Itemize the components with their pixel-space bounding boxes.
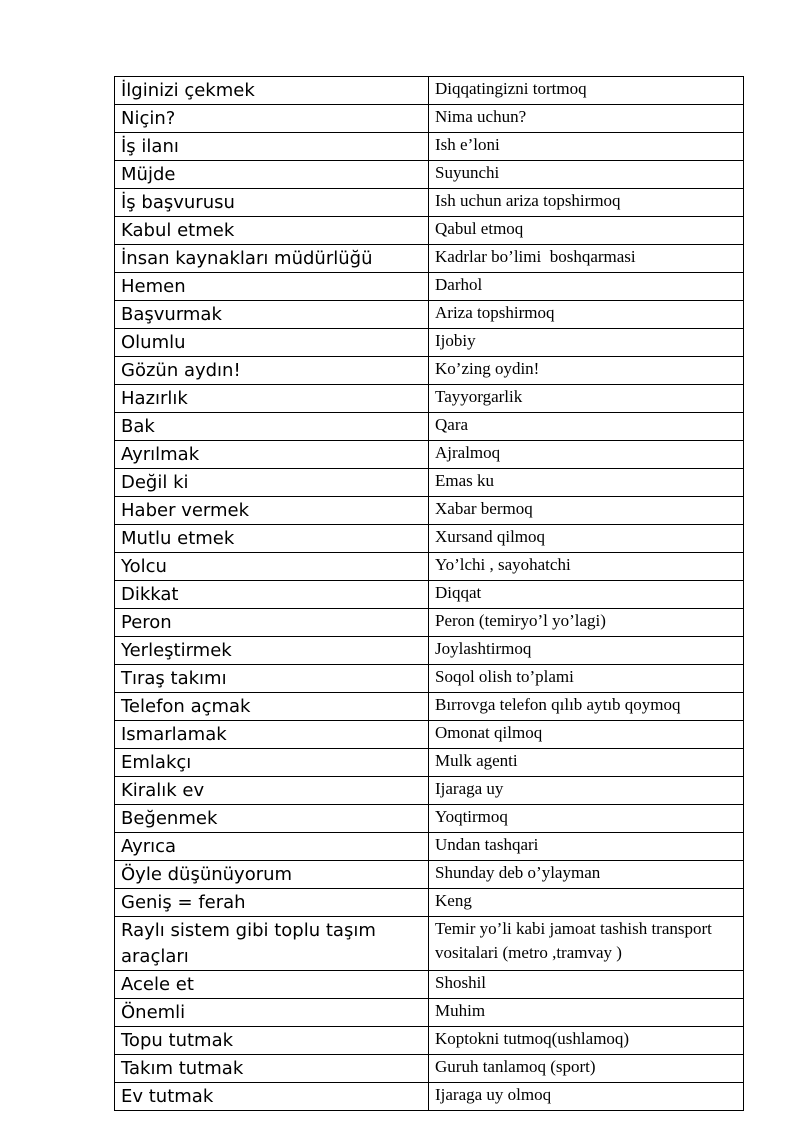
turkish-term-cell (115, 637, 429, 665)
table-row (115, 357, 744, 385)
turkish-term: Takım tutmak (121, 1058, 244, 1079)
uzbek-translation: Tayyorgarlik (435, 387, 523, 406)
uzbek-translation: Omonat qilmoq (435, 723, 543, 742)
uzbek-translation-cell (429, 161, 744, 189)
uzbek-translation-cell (429, 217, 744, 245)
turkish-term-cell (115, 161, 429, 189)
turkish-term-cell (115, 357, 429, 385)
uzbek-translation: Ariza topshirmoq (435, 303, 555, 322)
turkish-term-cell (115, 385, 429, 413)
table-row (115, 525, 744, 553)
uzbek-translation: Kadrlar bo’limi boshqarmasi (435, 247, 636, 266)
turkish-term: Haber vermek (121, 500, 250, 521)
uzbek-translation-cell (429, 329, 744, 357)
table-row (115, 833, 744, 861)
turkish-term-cell (115, 1055, 429, 1083)
table-row (115, 189, 744, 217)
table-row (115, 1083, 744, 1111)
uzbek-translation: Joylashtirmoq (435, 639, 532, 658)
table-row (115, 497, 744, 525)
table-row (115, 441, 744, 469)
turkish-term-cell (115, 665, 429, 693)
turkish-term-cell (115, 329, 429, 357)
turkish-term: Mutlu etmek (121, 528, 235, 549)
uzbek-translation-cell (429, 999, 744, 1027)
uzbek-translation-cell (429, 1027, 744, 1055)
table-row (115, 721, 744, 749)
turkish-term-cell (115, 441, 429, 469)
turkish-term: Olumlu (121, 332, 186, 353)
turkish-term: Peron (121, 612, 172, 633)
table-row (115, 217, 744, 245)
turkish-term-cell (115, 721, 429, 749)
uzbek-translation-cell (429, 525, 744, 553)
turkish-term: Telefon açmak (121, 696, 251, 717)
uzbek-translation-cell (429, 133, 744, 161)
uzbek-translation-cell (429, 245, 744, 273)
uzbek-translation-cell (429, 273, 744, 301)
table-row (115, 999, 744, 1027)
uzbek-translation-cell (429, 777, 744, 805)
table-row (115, 413, 744, 441)
uzbek-translation-cell (429, 1083, 744, 1111)
uzbek-translation: Guruh tanlamoq (sport) (435, 1057, 596, 1076)
uzbek-translation: Suyunchi (435, 163, 500, 182)
turkish-term-cell (115, 245, 429, 273)
uzbek-translation-cell (429, 889, 744, 917)
turkish-term: İş başvurusu (121, 192, 235, 213)
table-row (115, 805, 744, 833)
turkish-term: Öyle düşünüyorum (121, 864, 293, 885)
uzbek-translation-cell (429, 581, 744, 609)
uzbek-translation: Koptokni tutmoq(ushlamoq) (435, 1029, 630, 1048)
uzbek-translation-cell (429, 833, 744, 861)
table-row (115, 385, 744, 413)
turkish-term: Önemli (121, 1002, 186, 1023)
uzbek-translation-cell (429, 637, 744, 665)
uzbek-translation: Ijaraga uy olmoq (435, 1085, 552, 1104)
turkish-term: Dikkat (121, 584, 179, 605)
turkish-term-cell (115, 301, 429, 329)
turkish-term: Geniş = ferah (121, 892, 246, 913)
turkish-term: Müjde (121, 164, 176, 185)
uzbek-translation: Qara (435, 415, 469, 434)
turkish-term-cell (115, 133, 429, 161)
uzbek-translation-cell (429, 105, 744, 133)
uzbek-translation: Yoqtirmoq (435, 807, 508, 826)
turkish-term: Emlakçı (121, 752, 192, 773)
uzbek-translation: Nima uchun? (435, 107, 527, 126)
table-row (115, 469, 744, 497)
uzbek-translation: Diqqatingizni tortmoq (435, 79, 587, 98)
table-row (115, 1027, 744, 1055)
turkish-term-cell (115, 525, 429, 553)
turkish-term: Ev tutmak (121, 1086, 214, 1107)
uzbek-translation: Ish uchun ariza topshirmoq (435, 191, 621, 210)
uzbek-translation-cell (429, 413, 744, 441)
uzbek-translation-cell (429, 805, 744, 833)
uzbek-translation-cell (429, 497, 744, 525)
turkish-term: Beğenmek (121, 808, 218, 829)
table-row (115, 665, 744, 693)
turkish-term: Kiralık ev (121, 780, 205, 801)
table-row (115, 637, 744, 665)
uzbek-translation-cell (429, 749, 744, 777)
uzbek-translation: Ijaraga uy (435, 779, 504, 798)
turkish-term-cell (115, 999, 429, 1027)
uzbek-translation-cell (429, 1055, 744, 1083)
turkish-term: Gözün aydın! (121, 360, 241, 381)
turkish-term-cell (115, 553, 429, 581)
turkish-term-cell (115, 693, 429, 721)
uzbek-translation-cell (429, 917, 744, 971)
turkish-term-cell (115, 609, 429, 637)
vocabulary-table-body (115, 77, 744, 1111)
turkish-term-cell (115, 917, 429, 971)
turkish-term: İnsan kaynakları müdürlüğü (121, 248, 373, 269)
turkish-term: Yerleştirmek (121, 640, 232, 661)
turkish-term-cell (115, 217, 429, 245)
turkish-term-cell (115, 1027, 429, 1055)
uzbek-translation-cell (429, 553, 744, 581)
uzbek-translation: Yo’lchi , sayohatchi (435, 555, 571, 574)
uzbek-translation-cell (429, 971, 744, 999)
turkish-term-cell (115, 777, 429, 805)
uzbek-translation-cell (429, 385, 744, 413)
turkish-term: Tıraş takımı (121, 668, 227, 689)
uzbek-translation: Bırrovga telefon qılıb aytıb qoymoq (435, 695, 681, 714)
uzbek-translation-cell (429, 77, 744, 105)
turkish-term-cell (115, 273, 429, 301)
turkish-term-cell (115, 889, 429, 917)
uzbek-translation-cell (429, 469, 744, 497)
uzbek-translation: Ijobiy (435, 331, 476, 350)
uzbek-translation: Muhim (435, 1001, 486, 1020)
uzbek-translation-cell (429, 693, 744, 721)
uzbek-translation: Undan tashqari (435, 835, 539, 854)
uzbek-translation-cell (429, 189, 744, 217)
vocabulary-table (114, 76, 744, 1111)
table-row (115, 693, 744, 721)
turkish-term: İlginizi çekmek (121, 80, 255, 101)
turkish-term-cell (115, 861, 429, 889)
turkish-term: Ayrılmak (121, 444, 200, 465)
turkish-term: Kabul etmek (121, 220, 235, 241)
turkish-term-cell (115, 805, 429, 833)
turkish-term: Ayrıca (121, 836, 177, 857)
turkish-term: Hemen (121, 276, 186, 297)
table-row (115, 245, 744, 273)
table-row (115, 581, 744, 609)
uzbek-translation: Emas ku (435, 471, 495, 490)
uzbek-translation: Temir yo’li kabi jamoat tashish transport vositalari (metro ,tramvay ) (435, 919, 717, 962)
uzbek-translation: Shoshil (435, 973, 487, 992)
table-row (115, 161, 744, 189)
table-row (115, 917, 744, 971)
turkish-term: Yolcu (121, 556, 167, 577)
turkish-term: Ismarlamak (121, 724, 227, 745)
uzbek-translation-cell (429, 357, 744, 385)
table-row (115, 273, 744, 301)
uzbek-translation: Shunday deb o’ylayman (435, 863, 601, 882)
table-row (115, 133, 744, 161)
table-row (115, 609, 744, 637)
turkish-term: Topu tutmak (121, 1030, 234, 1051)
uzbek-translation-cell (429, 609, 744, 637)
turkish-term: Niçin? (121, 108, 176, 129)
uzbek-translation-cell (429, 301, 744, 329)
uzbek-translation-cell (429, 861, 744, 889)
turkish-term: Başvurmak (121, 304, 222, 325)
uzbek-translation: Keng (435, 891, 472, 910)
uzbek-translation: Xursand qilmoq (435, 527, 546, 546)
uzbek-translation: Peron (temiryo’l yo’lagi) (435, 611, 606, 630)
turkish-term-cell (115, 581, 429, 609)
uzbek-translation-cell (429, 441, 744, 469)
turkish-term-cell (115, 105, 429, 133)
turkish-term-cell (115, 1083, 429, 1111)
uzbek-translation: Qabul etmoq (435, 219, 524, 238)
table-row (115, 889, 744, 917)
turkish-term-cell (115, 413, 429, 441)
uzbek-translation: Diqqat (435, 583, 482, 602)
table-row (115, 77, 744, 105)
turkish-term-cell (115, 77, 429, 105)
turkish-term-cell (115, 749, 429, 777)
table-row (115, 329, 744, 357)
uzbek-translation: Xabar bermoq (435, 499, 533, 518)
uzbek-translation-cell (429, 665, 744, 693)
turkish-term: Raylı sistem gibi toplu taşım araçları (121, 920, 382, 967)
turkish-term: Bak (121, 416, 155, 437)
uzbek-translation: Ajralmoq (435, 443, 501, 462)
turkish-term-cell (115, 833, 429, 861)
table-row (115, 553, 744, 581)
turkish-term: İş ilanı (121, 136, 179, 157)
table-row (115, 105, 744, 133)
uzbek-translation: Mulk agenti (435, 751, 518, 770)
table-row (115, 749, 744, 777)
turkish-term-cell (115, 189, 429, 217)
uzbek-translation: Soqol olish to’plami (435, 667, 574, 686)
table-row (115, 971, 744, 999)
table-row (115, 301, 744, 329)
uzbek-translation: Ish e’loni (435, 135, 500, 154)
table-row (115, 1055, 744, 1083)
uzbek-translation-cell (429, 721, 744, 749)
turkish-term: Değil ki (121, 472, 189, 493)
turkish-term-cell (115, 497, 429, 525)
uzbek-translation: Darhol (435, 275, 483, 294)
turkish-term-cell (115, 469, 429, 497)
table-row (115, 861, 744, 889)
turkish-term-cell (115, 971, 429, 999)
turkish-term: Acele et (121, 974, 194, 995)
uzbek-translation: Ko’zing oydin! (435, 359, 540, 378)
turkish-term: Hazırlık (121, 388, 188, 409)
table-row (115, 777, 744, 805)
